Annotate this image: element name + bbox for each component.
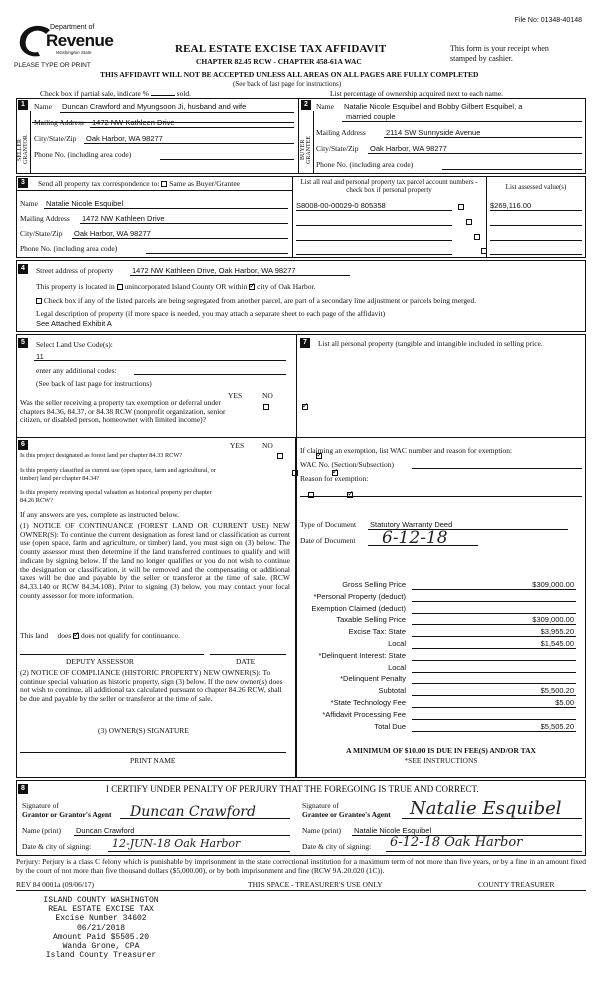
additional-codes-label: enter any additional codes: (36, 366, 117, 375)
grantor-date-label: Date & city of signing: (22, 842, 92, 851)
agency-name: Revenue (46, 31, 114, 50)
grantee-signature-label: Signature of (302, 801, 339, 810)
personal-property-checkbox-1[interactable] (458, 204, 464, 210)
buyer-name-field[interactable]: Natalie Nicole Esquibel and Bobby Gilbert Esquibel, a (344, 102, 523, 111)
grantee-name-field[interactable]: Natalie Nicole Esquibel (354, 826, 432, 835)
tax-row-label: Gross Selling Price (342, 580, 406, 589)
this-land-label: This land (20, 631, 49, 640)
grantee-signature[interactable]: Natalie Esquibel (410, 798, 562, 819)
deputy-date-label: DATE (236, 657, 256, 666)
buyer-name-field-line2[interactable]: married couple (346, 112, 396, 121)
grantor-name-field[interactable]: Duncan Crawford (76, 826, 135, 835)
form-subtitle: CHAPTER 82.45 RCW - CHAPTER 458-61A WAC (196, 57, 362, 66)
tax-row-value[interactable]: $5,500.20 (540, 686, 574, 696)
treasurer-use-only: THIS SPACE - TREASURER'S USE ONLY (248, 880, 383, 889)
grantee-date-field[interactable]: 6-12-18 Oak Harbor (390, 835, 523, 850)
buyer-name-label: Name (316, 102, 334, 111)
see-instructions-note: *SEE INSTRUCTIONS (404, 756, 478, 765)
section-6-number: 6 (18, 440, 28, 450)
forest-yes-checkbox[interactable] (277, 453, 283, 459)
grantee-name-label: Name (print) (302, 826, 341, 835)
file-number: File No: 01348-40148 (514, 17, 582, 24)
tax-row-underline (412, 731, 576, 732)
seller-address-label: Mailing Address (34, 118, 84, 127)
tax-row-value[interactable]: $309,000.00 (532, 580, 574, 589)
corr-city-label: City/State/Zip (20, 229, 63, 238)
corr-address-label: Mailing Address (20, 214, 70, 223)
buyer-address-label: Mailing Address (316, 128, 366, 137)
seller-city-field[interactable]: Oak Harbor, WA 98277 (86, 134, 163, 143)
document-date-field[interactable]: 6-12-18 (382, 528, 448, 548)
same-as-buyer-checkbox[interactable] (161, 181, 167, 187)
sold-label: sold. (176, 89, 192, 98)
city-checkbox[interactable] (249, 284, 255, 290)
section-5-number: 5 (18, 338, 28, 348)
print-name-label: PRINT NAME (130, 756, 176, 765)
tax-row-underline (412, 601, 576, 602)
assessed-value-header: List assessed value(s) (505, 183, 567, 191)
please-type: PLEASE TYPE OR PRINT (14, 62, 91, 69)
tax-row-label: Local (388, 662, 406, 672)
land-use-no: NO (262, 391, 273, 400)
tax-row-label: Excise Tax: State (348, 627, 406, 637)
does-label: does (57, 631, 72, 640)
exemption-claim-label: If claiming an exemption, list WAC number and reason for exemption: (300, 446, 513, 455)
historic-question: Is this property receiving special valuation as historical property per chapter 84.26 RCW? (20, 489, 212, 504)
county-treasurer-label: COUNTY TREASURER (478, 880, 555, 889)
agency-label: Department of (50, 24, 95, 31)
grantor-signature-label: Signature of (22, 801, 59, 810)
section-2-number: 2 (301, 100, 311, 110)
tax-row-label: *Personal Property (deduct) (313, 591, 406, 601)
parcels-header: List all real and personal property tax parcel account numbers - check box if personal property (300, 178, 478, 194)
stamp-treasurer-title: Island County Treasurer (45, 951, 157, 961)
certify-statement: I CERTIFY UNDER PENALTY OF PERJURY THAT THE FOREGOING IS TRUE AND CORRECT. (106, 784, 479, 794)
stamp-excise-number: Excise Number 34602 (55, 914, 147, 924)
if-yes-instruction: If any answers are yes, complete as instructed below. (20, 510, 180, 519)
tax-row-underline (412, 589, 576, 590)
tax-row-underline (412, 719, 576, 720)
wac-label: WAC No. (Section/Subsection) (300, 460, 394, 469)
personal-property-label: List all personal property (tangible and intangible included in selling price. (318, 339, 543, 348)
section-1-number: 1 (18, 100, 28, 110)
partial-sale-label: Check box if partial sale, indicate % (40, 89, 149, 98)
legal-description-label: Legal description of property (if more space is needed, you may attach a separate sheet to each page of the affidavit) (36, 309, 386, 318)
tax-row-value[interactable]: $5,505.20 (540, 721, 574, 731)
exemption-yes-checkbox[interactable] (263, 404, 269, 410)
warning-text: THIS AFFIDAVIT WILL NOT BE ACCEPTED UNLESS ALL AREAS ON ALL PAGES ARE FULLY COMPLETED (100, 70, 479, 79)
deputy-assessor-label: DEPUTY ASSESSOR (66, 657, 134, 666)
does-not-qualify-checkbox[interactable] (73, 633, 79, 639)
personal-property-checkbox-2[interactable] (466, 219, 472, 225)
perjury-notice: Perjury: Perjury is a class C felony which is punishable by imprisonment in the state correctional institution for a maximum term of not more than five years, or by a fine in an amount fixed by the court of not more than five thousand dollars ($5,000.00), or by both imprisonment and fine (RCW 9A.20.020 (1C)). (16, 857, 586, 875)
tax-row-underline (412, 624, 576, 625)
legal-description-field[interactable]: See Attached Exhibit A (36, 319, 112, 328)
tax-row-value[interactable]: $3,955.20 (540, 627, 574, 637)
section-8-number: 8 (18, 784, 28, 794)
grantor-date-field[interactable]: 12-JUN-18 Oak Harbor (112, 837, 241, 850)
tax-row-underline (412, 695, 576, 696)
land-use-see-back: (See back of last page for instructions) (36, 379, 152, 388)
land-use-yes: YES (228, 391, 243, 400)
notice-of-compliance: (2) NOTICE OF COMPLIANCE (HISTORIC PROPERTY) NEW OWNER(S): To continue special valuation as historic property, sign (3) below. If the new owner(s) does not wish to continue, all additional tax calculated pursuant to chapter 84.26 RCW, shall be due and payable by the seller or transferor at the time of sale. (20, 668, 283, 704)
tax-row-value[interactable]: $309,000.00 (532, 615, 574, 625)
buyer-address-field[interactable]: 2114 SW Sunnyside Avenue (386, 128, 481, 137)
stamp-treasurer-name: Wanda Grone, CPA (62, 942, 140, 952)
document-date-label: Date of Document (300, 536, 356, 545)
seller-name-field[interactable]: Duncan Crawford and Myungsoon Ji, husband and wife (62, 102, 247, 111)
grantor-signature-label-2: Grantor or Grantor's Agent (22, 810, 112, 819)
grantee-signature-label-2: Grantee or Grantee's Agent (302, 810, 391, 819)
location-text: This property is located in (36, 282, 115, 291)
grantor-signature[interactable]: Duncan Crawford (130, 804, 256, 820)
street-label: Street address of property (36, 266, 114, 275)
seller-name-label: Name (34, 102, 52, 111)
does-not-label: does not qualify for continuance. (81, 631, 180, 640)
seller-city-label: City/State/Zip (34, 134, 77, 143)
seller-side-label: SELLER GRANTOR (17, 135, 29, 165)
personal-property-checkbox-4[interactable] (481, 248, 487, 254)
tax-row-label: Exemption Claimed (deduct) (311, 603, 406, 613)
corr-name-field[interactable]: Natalie Nicole Esquibel (46, 199, 124, 208)
percentage-note: List percentage of ownership acquired next to each name. (330, 89, 504, 98)
notice-of-continuance: (1) NOTICE OF CONTINUANCE (FOREST LAND OR CURRENT USE) NEW OWNER(S): To continue the current designation as forest land or classification as current use (open space, farm and agriculture, or timber) land, you must sign on (3) below. The county assessor must then determine if the land transferred continues to qualify and will indicate by signing below. If the land no longer qualifies or you do not wish to continue the designation or classification, it will be removed and the compensating or additional taxes will be due and payable by the seller or transferor at the time of sale. (RCW 84.33.140 or RCW 84.34.108). Prior to signing (3) below, you may contact your local county assessor for more information. (20, 521, 290, 600)
exemption-question: Was the seller receiving a property tax exemption or deferral under chapters 84.36, 84.37, or 84.38 RCW (nonprofit organization, senior citizen, or disabled person, homeowner with limited income)? (20, 398, 226, 425)
tax-row-label: *State Technology Fee (330, 698, 406, 707)
section-3-number: 3 (18, 178, 28, 188)
buyer-phone-label: Phone No. (including area code) (316, 160, 414, 169)
corr-phone-label: Phone No. (including area code) (20, 244, 118, 253)
correspondence-label: Send all property tax correspondence to: (38, 179, 160, 188)
segregation-checkbox[interactable] (36, 298, 42, 304)
exemption-no-checkbox[interactable] (302, 404, 308, 410)
grantee-date-label: Date & city of signing: (302, 842, 372, 851)
segregation-label: Check box if any of the listed parcels are being segregated from another parcel, are part of a secondary line adjustment or parcels being merged. (43, 296, 477, 305)
parcel-number-field[interactable]: S8008-00-00029-0 805358 (296, 201, 386, 210)
stamp-tax-type: REAL ESTATE EXCISE TAX (48, 905, 154, 915)
buyer-city-label: City/State/Zip (316, 144, 359, 153)
corr-name-label: Name (20, 199, 38, 208)
tax-row-label: *Delinquent Penalty (340, 674, 406, 684)
forest-land-question: Is this project designated as forest land per chapter 84.33 RCW? (20, 452, 183, 459)
tax-row-underline (412, 683, 576, 684)
tax-row-underline (412, 636, 576, 637)
tax-row-underline (412, 613, 576, 614)
see-back-instructions: (See back of last page for instructions) (233, 80, 342, 88)
location-row (36, 282, 315, 291)
minimum-fee-note: A MINIMUM OF $10.00 IS DUE IN FEE(S) AND/OR TAX (346, 746, 536, 755)
exemption-reason-label: Reason for exemption: (300, 474, 369, 483)
assessed-value-field[interactable]: $269,116.00 (490, 201, 532, 210)
current-use-question: Is this property classified as current use (open space, farm and agricultural, or timber) land per chapter 84.34? (20, 467, 216, 482)
owner-signature-label: (3) OWNER(S) SIGNATURE (98, 726, 189, 735)
tax-row-label: *Delinquent Interest: State (318, 650, 406, 660)
personal-property-checkbox-3[interactable] (474, 234, 480, 240)
section6-no: NO (262, 441, 273, 450)
tax-row-label: *Affidavit Processing Fee (322, 709, 406, 719)
stamp-county: ISLAND COUNTY WASHINGTON (43, 896, 159, 905)
section-7-number: 7 (300, 338, 310, 348)
stamp-date: 06/21/2018 (76, 923, 125, 933)
section-4-number: 4 (18, 264, 28, 274)
land-use-label: Select Land Use Code(s): (36, 340, 113, 349)
agency-state: Washington State (56, 50, 92, 55)
seller-phone-label: Phone No. (including area code) (34, 150, 132, 159)
buyer-side-label: BUYER GRANTEE (300, 136, 312, 164)
tax-row-underline (412, 648, 576, 649)
partial-sale-percent-field[interactable] (151, 95, 175, 96)
corr-city-field[interactable]: Oak Harbor, WA 98277 (74, 229, 151, 238)
form-revision: REV 84 0001a (09/06/17) (16, 880, 94, 889)
document-type-label: Type of Document (300, 520, 357, 529)
form-title: REAL ESTATE EXCISE TAX AFFIDAVIT (175, 43, 387, 55)
tax-row-label: Subtotal (378, 686, 406, 696)
section6-yes: YES (230, 441, 245, 450)
grantor-name-label: Name (print) (22, 826, 61, 835)
partial-sale-row (40, 89, 191, 98)
stamp-amount-paid: Amount Paid $5505.20 (52, 932, 149, 942)
same-as-buyer-label: Same as Buyer/Grantee (169, 179, 240, 188)
document-type-field[interactable]: Statutory Warranty Deed (370, 520, 453, 529)
seller-address-field[interactable]: 1472 NW Kathleen Drive (92, 118, 175, 127)
dor-logo (16, 22, 126, 62)
tax-row-underline (412, 672, 576, 673)
tax-row-label: Local (388, 639, 406, 648)
treasurer-stamp (26, 896, 176, 960)
receipt-note: This form is your receipt when stamped by cashier. (450, 44, 549, 63)
tax-row-underline (412, 660, 576, 661)
unincorporated-label: unincorporated Island County OR within (124, 282, 248, 291)
land-use-code-field[interactable]: 11 (36, 352, 44, 361)
tax-row-underline (412, 707, 576, 708)
unincorporated-checkbox[interactable] (117, 284, 123, 290)
buyer-city-field[interactable]: Oak Harbor, WA 98277 (370, 144, 447, 153)
segregation-row (36, 296, 476, 305)
corr-address-field[interactable]: 1472 NW Kathleen Drive (82, 214, 165, 223)
tax-row-value[interactable]: $5.00 (555, 698, 574, 707)
tax-row-label: Taxable Selling Price (336, 615, 406, 625)
this-land-row (20, 631, 180, 640)
tax-row-label: Total Due (374, 721, 406, 731)
street-address-field[interactable]: 1472 NW Kathleen Drive, Oak Harbor, WA 98277 (132, 266, 296, 275)
city-of-label: city of Oak Harbor. (257, 282, 316, 291)
tax-row-value[interactable]: $1,545.00 (540, 639, 574, 648)
correspondence-row (38, 179, 240, 188)
